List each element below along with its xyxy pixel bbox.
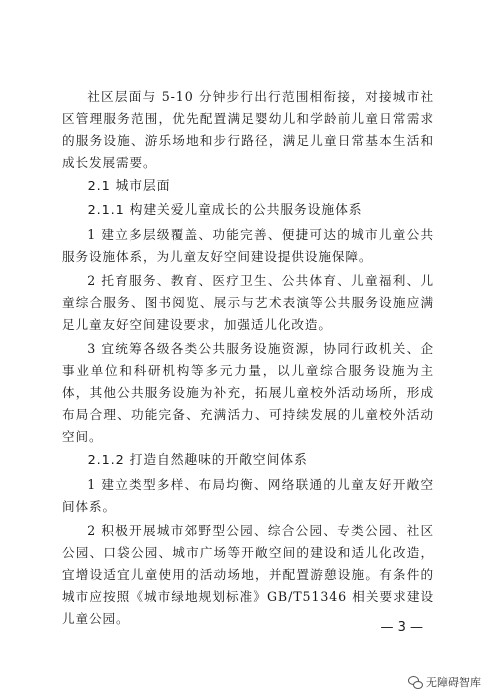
paragraph-item-1: 1 建立多层级覆盖、功能完善、便捷可达的城市儿童公共服务设施体系，为儿童友好空间建设提供设施保障。 xyxy=(62,227,434,264)
document-body xyxy=(62,86,434,632)
section-heading-2-1: 2.1 城市层面 xyxy=(87,179,171,194)
paragraph-openspace-item-1: 1 建立类型多样、布局均衡、网络联通的儿童友好开敞空间体系。 xyxy=(62,477,434,514)
watermark xyxy=(408,674,481,690)
wechat-logo-icon xyxy=(408,675,422,689)
page-number: — 3 — xyxy=(380,620,423,635)
paragraph-openspace-item-2: 2 积极开展城市郊野型公园、综合公园、专类公园、社区公园、口袋公园、城市广场等开敞空间的建设和适儿化改造，宜增设适宜儿童使用的活动场地，并配置游憩设施。有条件的城市应按照《城市绿地规划标准》GB/T51346 相关要求建设儿童公园。 xyxy=(62,523,434,626)
watermark-text: 无障碍智库 xyxy=(426,676,481,689)
subsection-heading-2-1-2: 2.1.2 打造自然趣味的开敞空间体系 xyxy=(87,453,308,468)
paragraph-item-3: 3 宜统筹各级各类公共服务设施资源，协同行政机关、企事业单位和科研机构等多元力量，以儿童综合服务设施为主体，其他公共服务设施为补充，拓展儿童校外活动场所，形成布局合理、功能完备、充满活力、可持续发展的儿童校外活动空间。 xyxy=(62,341,434,444)
paragraph-community-level: 社区层面与 5-10 分钟步行出行范围相衔接，对接城市社区管理服务范围，优先配置满足婴幼儿和学龄前儿童日常需求的服务设施、游乐场地和步行路径，满足儿童日常基本生活和成长发展需要。 xyxy=(62,89,434,170)
paragraph-item-2: 2 托育服务、教育、医疗卫生、公共体育、儿童福利、儿童综合服务、图书阅览、展示与艺术表演等公共服务设施应满足儿童友好空间建设要求，加强适儿化改造。 xyxy=(62,273,434,332)
subsection-heading-2-1-1: 2.1.1 构建关爱儿童成长的公共服务设施体系 xyxy=(87,203,363,218)
